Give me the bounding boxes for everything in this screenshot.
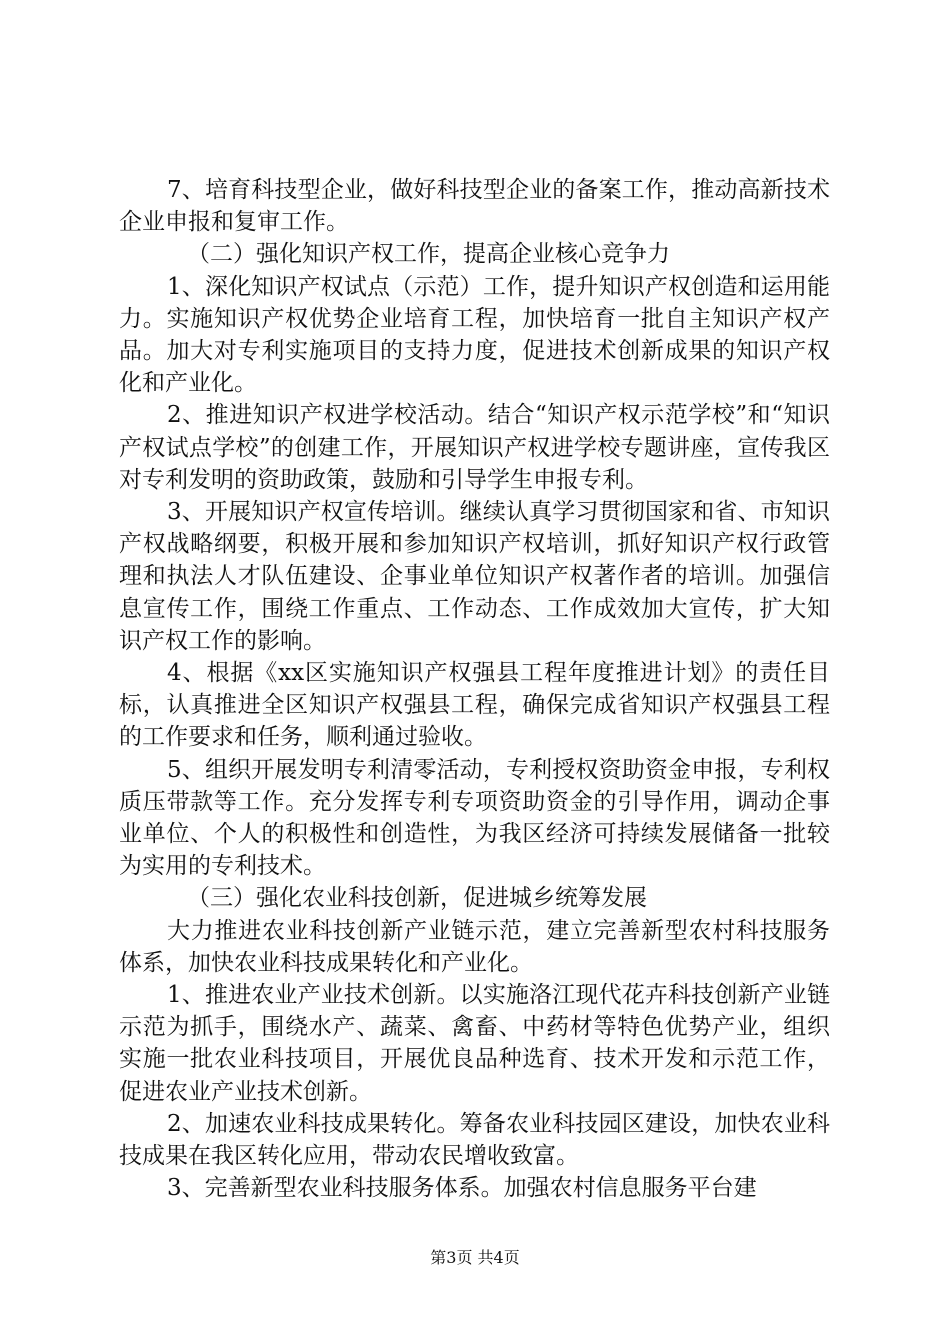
- page-footer: 第3页 共4页: [430, 1248, 520, 1267]
- paragraph: 2、推进知识产权进学校活动。结合“知识产权示范学校”和“知识产权试点学校”的创建工作，开展知识产权进学校专题讲座，宣传我区对专利发明的资助政策，鼓励和引导学生申报专利。: [119, 402, 830, 493]
- paragraph: 1、深化知识产权试点（示范）工作，提升知识产权创造和运用能力。实施知识产权优势企业培育工程，加快培育一批自主知识产权产品。加大对专利实施项目的支持力度，促进技术创新成果的知识产权化和产业化。: [119, 273, 830, 397]
- document-body: [119, 174, 830, 1205]
- section-heading: （三）强化农业科技创新，促进城乡统筹发展: [187, 885, 647, 912]
- paragraph: 3、完善新型农业科技服务体系。加强农村信息服务平台建: [167, 1175, 757, 1202]
- paragraph: 1、推进农业产业技术创新。以实施洛江现代花卉科技创新产业链示范为抓手，围绕水产、蔬菜、禽畜、中药材等特色优势产业，组织实施一批农业科技项目，开展优良品种选育、技术开发和示范工作，促进农业产业技术创新。: [119, 982, 830, 1105]
- paragraph: 3、开展知识产权宣传培训。继续认真学习贯彻国家和省、市知识产权战略纲要，积极开展和参加知识产权培训，抓好知识产权行政管理和执法人才队伍建设、企事业单位知识产权著作者的培训。加强信息宣传工作，围绕工作重点、工作动态、工作成效加大宣传，扩大知识产权工作的影响。: [119, 499, 830, 654]
- paragraph: 4、根据《xx区实施知识产权强县工程年度推进计划》的责任目标，认真推进全区知识产权强县工程，确保完成省知识产权强县工程的工作要求和任务，顺利通过验收。: [119, 660, 830, 751]
- paragraph: 大力推进农业科技创新产业链示范，建立完善新型农村科技服务体系，加快农业科技成果转化和产业化。: [119, 917, 830, 976]
- paragraph: 5、组织开展发明专利清零活动，专利授权资助资金申报，专利权质压带款等工作。充分发挥专利专项资助资金的引导作用，调动企事业单位、个人的积极性和创造性，为我区经济可持续发展储备一批较为实用的专利技术。: [119, 756, 830, 880]
- paragraph: 7、培育科技型企业，做好科技型企业的备案工作，推动高新技术企业申报和复审工作。: [119, 177, 830, 236]
- paragraph: 2、加速农业科技成果转化。筹备农业科技园区建设，加快农业科技成果在我区转化应用，带动农民增收致富。: [119, 1110, 830, 1170]
- section-heading: （二）强化知识产权工作，提高企业核心竞争力: [187, 241, 670, 268]
